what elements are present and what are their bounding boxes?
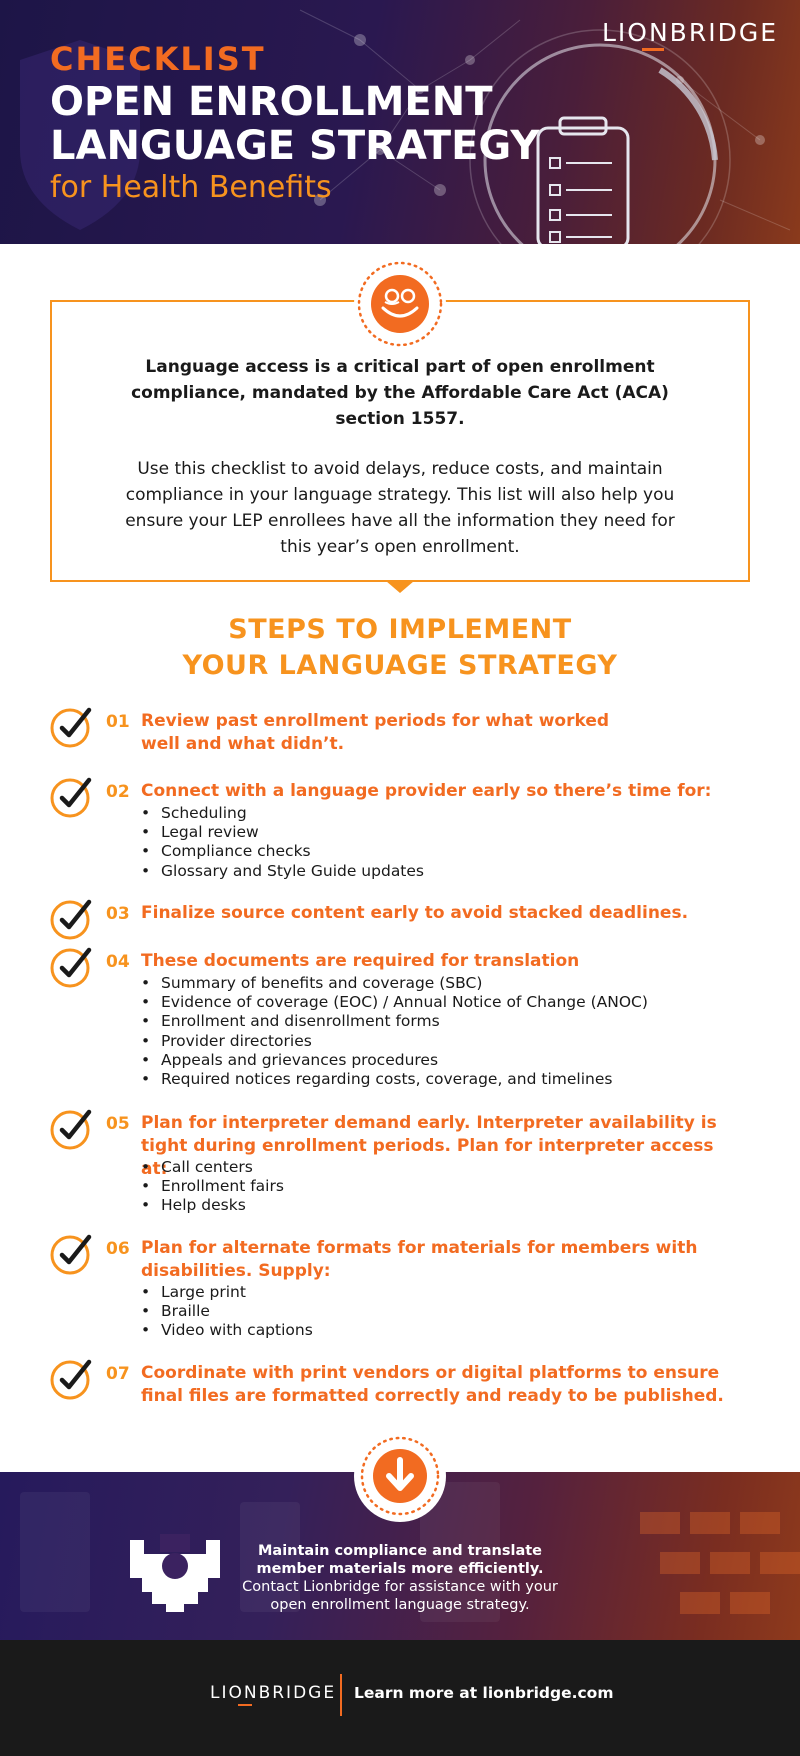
checkmark-icon — [50, 944, 94, 988]
step-bullet-list — [141, 974, 648, 1089]
step-number: 02 — [106, 782, 130, 802]
banner-body-text: Contact Lionbridge for assistance with your open enrollment language strategy. — [242, 1579, 558, 1613]
people-faces-icon — [354, 258, 446, 350]
list-item: • Compliance checks — [141, 842, 424, 861]
step-title: Coordinate with print vendors or digital platforms to ensure final files are formatted correctly and ready to be published. — [141, 1363, 724, 1406]
checkmark-icon — [50, 704, 94, 748]
footer-logo: LIONBRIDGE — [210, 1683, 336, 1703]
step-title: Review past enrollment periods for what worked well and what didn’t. — [141, 711, 610, 754]
list-item: • Legal review — [141, 823, 424, 842]
arrow-down-icon — [354, 1430, 446, 1522]
list-item: • Help desks — [141, 1196, 284, 1215]
step-bullet-list — [141, 1283, 313, 1341]
step-number: 04 — [106, 952, 130, 972]
checkmark-icon — [50, 1106, 94, 1150]
step-title: These documents are required for translation — [141, 951, 580, 971]
gear-icon — [130, 1534, 226, 1614]
footer-link[interactable]: Learn more at lionbridge.com — [354, 1684, 614, 1702]
step-title: Connect with a language provider early so there’s time for: — [141, 781, 712, 801]
page-subtitle: for Health Benefits — [50, 170, 332, 205]
header-banner — [0, 0, 800, 244]
list-item: • Call centers — [141, 1158, 284, 1177]
step-bullet-list — [141, 804, 424, 881]
checkmark-icon — [50, 774, 94, 818]
banner-bold-text: Maintain compliance and translate member materials more efficiently. — [256, 1543, 544, 1577]
list-item: • Provider directories — [141, 1032, 648, 1051]
header-logo: LIONBRIDGE — [602, 18, 778, 47]
list-item: • Video with captions — [141, 1321, 313, 1340]
list-item: • Scheduling — [141, 804, 424, 823]
intro-icon-container — [354, 258, 446, 350]
list-item: • Enrollment and disenrollment forms — [141, 1012, 648, 1031]
list-item: • Glossary and Style Guide updates — [141, 862, 424, 881]
step-title: Plan for interpreter demand early. Interpreter availability is tight during enrollment periods. Plan for interpreter access at: — [141, 1113, 717, 1179]
footer-divider — [340, 1674, 342, 1716]
step-title: Finalize source content early to avoid stacked deadlines. — [141, 903, 689, 923]
steps-heading — [100, 612, 700, 684]
steps-heading-line2: YOUR LANGUAGE STRATEGY — [182, 650, 618, 681]
step-number: 07 — [106, 1364, 130, 1384]
step-number: 06 — [106, 1239, 130, 1259]
step-title: Plan for alternate formats for materials for members with disabilities. Supply: — [141, 1238, 698, 1281]
step-number: 01 — [106, 712, 130, 732]
list-item: • Appeals and grievances procedures — [141, 1051, 648, 1070]
list-item: • Large print — [141, 1283, 313, 1302]
list-item: • Enrollment fairs — [141, 1177, 284, 1196]
page-title: OPEN ENROLLMENT LANGUAGE STRATEGY — [50, 79, 540, 169]
step-number: 05 — [106, 1114, 130, 1134]
step-number: 03 — [106, 904, 130, 924]
list-item: • Evidence of coverage (EOC) / Annual Notice of Change (ANOC) — [141, 993, 648, 1012]
intro-body-text: Use this checklist to avoid delays, reduce costs, and maintain compliance in your language strategy. This list will also help you ensure your LEP enrollees have all the information they need for this year’s open enrollment. — [125, 459, 675, 557]
intro-pointer — [386, 581, 414, 593]
intro-bold-text: Language access is a critical part of open enrollment compliance, mandated by the Affordable Care Act (ACA) section 1557. — [131, 357, 669, 429]
step-bullet-list — [141, 1158, 284, 1216]
steps-heading-line1: STEPS TO IMPLEMENT — [228, 614, 572, 645]
list-item: • Braille — [141, 1302, 313, 1321]
list-item: • Summary of benefits and coverage (SBC) — [141, 974, 648, 993]
checkmark-icon — [50, 1356, 94, 1400]
header-kicker: CHECKLIST — [50, 40, 266, 78]
checkmark-icon — [50, 896, 94, 940]
list-item: • Required notices regarding costs, coverage, and timelines — [141, 1070, 648, 1089]
arrow-down-icon-container — [354, 1430, 446, 1522]
checkmark-icon — [50, 1231, 94, 1275]
